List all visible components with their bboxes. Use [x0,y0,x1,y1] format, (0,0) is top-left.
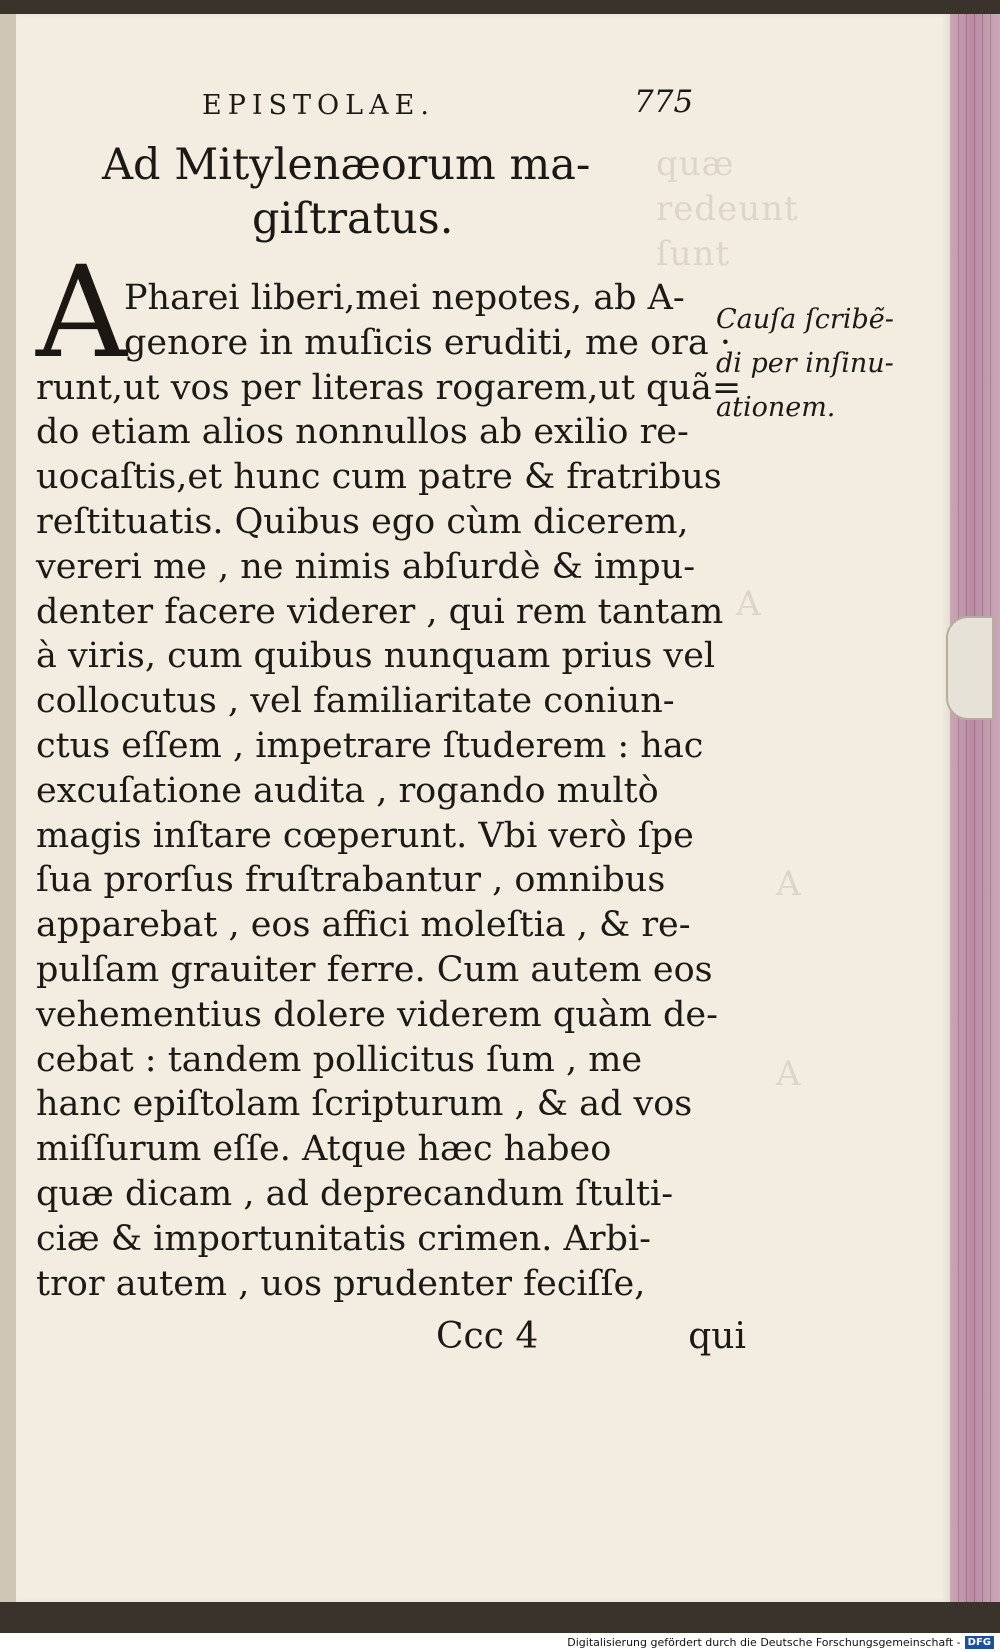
show-through: ſunt [656,234,731,274]
text-line: excuſatione audita , rogando multò [36,770,659,811]
text-line: apparebat , eos affici moleſtia , & re- [36,905,691,946]
margin-note-line: di per inſinu- [716,348,894,379]
book-clasp [946,616,994,720]
show-through: A [776,864,802,904]
catchword: qui [688,1316,746,1357]
text-line: genore in muſicis eruditi, me ora · [124,322,731,363]
text-line: vehementius dolere viderem quàm de- [36,994,718,1035]
text-line: tror autem , uos prudenter feciſſe, [36,1263,646,1304]
margin-note-line: ationem. [716,392,836,423]
text-line: miſſurum eſſe. Atque hæc habeo [36,1129,612,1170]
footer-credit: Digitalisierung gefördert durch die Deutsche Forschungsgemeinschaft - [567,1635,961,1649]
text-line: uocaſtis,et hunc cum patre & fratribus [36,457,722,498]
text-line: ciæ & importunitatis crimen. Arbi- [36,1218,651,1259]
text-line: do etiam alios nonnullos ab exilio re- [36,412,689,453]
show-through: A [776,1054,802,1094]
body-text [36,276,742,1306]
dfg-logo: DFG [965,1636,994,1649]
text-line: hanc epiſtolam ſcripturum , & ad vos [36,1084,693,1125]
title-line: Ad Mitylenæorum ma- [102,140,591,190]
text-line: denter facere viderer , qui rem tantam [36,591,724,632]
signature-mark: Ccc 4 [436,1316,539,1357]
book-page [16,14,950,1602]
page-fore-edge [950,14,1000,1602]
scan-frame-bottom [0,1602,1000,1633]
running-head: EPISTOLAE. [202,90,435,121]
show-through: A [736,584,762,624]
show-through: quæ [656,144,735,184]
text-line: magis inſtare cœperunt. Vbi verò ſpe [36,815,694,856]
text-line: quæ dicam , ad deprecandum ſtulti- [36,1173,674,1214]
text-line: ctus eſſem , impetrare ſtuderem : hac [36,725,704,766]
text-line: cebat : tandem pollicitus ſum , me [36,1039,643,1080]
drop-cap: A [36,239,127,386]
text-line: collocutus , vel familiaritate coniun- [36,681,675,722]
page-number: 775 [634,84,694,120]
digitization-footer [0,1633,1000,1651]
text-line: reſtituatis. Quibus ego cùm dicerem, [36,501,689,542]
text-line: pulſam grauiter ferre. Cum autem eos [36,949,713,990]
text-line: vereri me , ne nimis abſurdè & impu- [36,546,696,587]
text-line: Pharei liberi,mei nepotes, ab A- [124,278,685,318]
show-through: redeunt [656,189,799,229]
text-line: à viris, cum quibus nunquam prius vel [36,636,716,677]
marginal-note [716,298,916,430]
letter-title [102,138,742,246]
text-line: ſua prorſus fruſtrabantur , omnibus [36,860,666,901]
margin-note-line: Cauſa ſcribẽ- [716,304,894,335]
page-foot [56,1316,746,1357]
title-line: giſtratus. [252,194,454,244]
text-line: runt,ut vos per literas rogarem,ut quã= [36,367,742,408]
scan-frame-top [0,0,1000,14]
